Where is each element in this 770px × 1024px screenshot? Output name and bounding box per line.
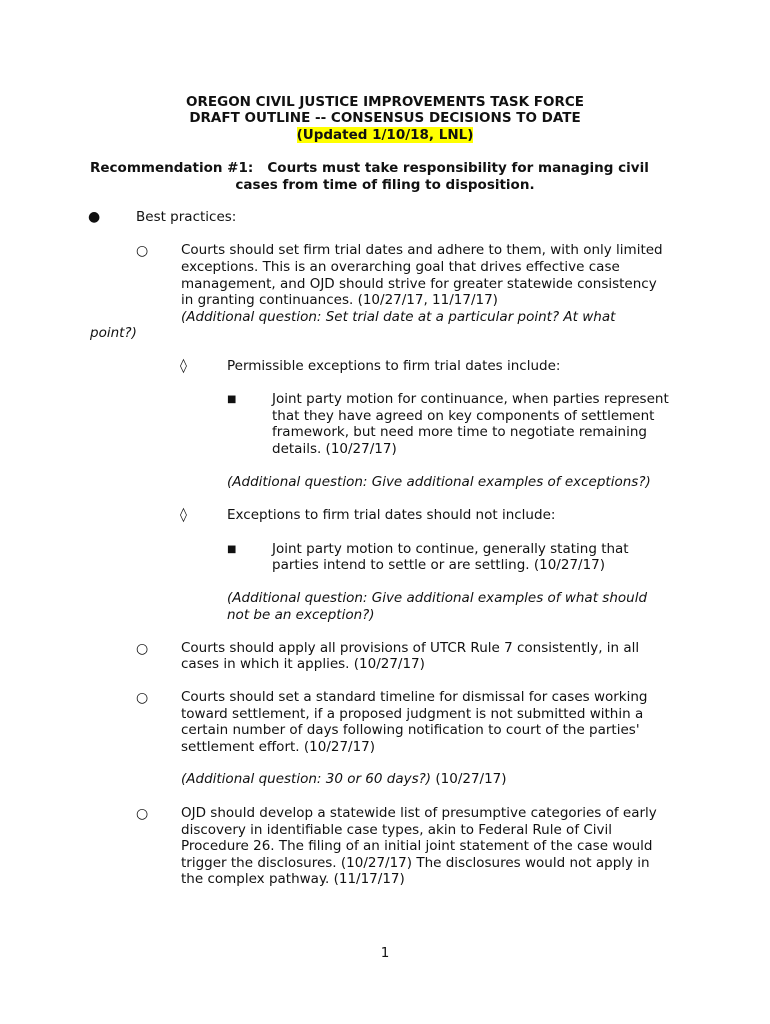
item1-question-2: point?)	[90, 325, 137, 341]
item4-line2: discovery in identifiable case types, akin to Federal Rule of Civil	[181, 822, 613, 838]
item1-question-1: (Additional question: Set trial date at a particular point? At what	[181, 309, 616, 325]
item4-line4: trigger the disclosures. (10/27/17) The disclosures would not apply in	[181, 855, 650, 871]
item1-line1: Courts should set firm trial dates and adhere to them, with only limited	[181, 242, 663, 258]
recommendation-text-2: cases from time of filing to disposition.	[235, 176, 535, 193]
recommendation-text-1: Courts must take responsibility for managing civil	[267, 160, 649, 176]
item3-line1: Courts should set a standard timeline for dismissal for cases working	[181, 689, 648, 705]
doc-updated-line	[0, 127, 770, 144]
item4-line5: the complex pathway. (11/17/17)	[181, 871, 405, 887]
item1-line3: management, and OJD should strive for greater statewide consistency	[181, 276, 657, 292]
item3-line3: certain number of days following notification to court of the parties'	[181, 722, 640, 738]
item1-line2: exceptions. This is an overarching goal that drives effective case	[181, 259, 620, 275]
diamond-icon: ◊	[180, 507, 187, 523]
permissible-sub-line4: details. (10/27/17)	[272, 441, 397, 457]
best-practices-label: Best practices:	[136, 209, 237, 225]
bullet-level2-icon: ○	[136, 243, 149, 259]
bullet-level2-icon: ○	[136, 641, 149, 657]
permissible-sub-line3: framework, but need more time to negotiate remaining	[272, 424, 647, 440]
doc-title-line1: OREGON CIVIL JUSTICE IMPROVEMENTS TASK FORCE	[186, 94, 584, 110]
square-bullet-icon: ■	[227, 544, 237, 555]
item3-line2: toward settlement, if a proposed judgment is not submitted within a	[181, 706, 644, 722]
item2-line2: cases in which it applies. (10/27/17)	[181, 656, 425, 672]
item3-question-italic: (Additional question: 30 or 60 days?)	[181, 771, 432, 787]
not-include-question-2: not be an exception?)	[227, 607, 375, 623]
item3-question-date: (10/27/17)	[431, 771, 507, 787]
permissible-question: (Additional question: Give additional examples of exceptions?)	[227, 474, 651, 490]
item4-line3: Procedure 26. The filing of an initial joint statement of the case would	[181, 838, 653, 854]
bullet-level1-icon: ●	[88, 209, 101, 225]
page-number: 1	[380, 945, 390, 961]
item4-line1: OJD should develop a statewide list of presumptive categories of early	[181, 805, 657, 821]
updated-highlight: (Updated 1/10/18, LNL)	[296, 127, 474, 143]
diamond-icon: ◊	[180, 358, 187, 374]
not-include-question-1: (Additional question: Give additional examples of what should	[227, 590, 648, 606]
doc-title-line2: DRAFT OUTLINE -- CONSENSUS DECISIONS TO DATE	[189, 110, 581, 126]
permissible-sub-line1: Joint party motion for continuance, when parties represent	[272, 391, 669, 407]
not-include-sub-line2: parties intend to settle or are settling. (10/27/17)	[272, 557, 606, 573]
square-bullet-icon: ■	[227, 394, 237, 405]
not-include-sub-line1: Joint party motion to continue, generally stating that	[272, 541, 629, 557]
bullet-level2-icon: ○	[136, 690, 149, 706]
recommendation-heading	[90, 160, 680, 193]
bullet-level2-icon: ○	[136, 806, 149, 822]
permissible-label: Permissible exceptions to firm trial dates include:	[227, 358, 561, 374]
item3-line4: settlement effort. (10/27/17)	[181, 739, 376, 755]
item1-line4: in granting continuances. (10/27/17, 11/17/17)	[181, 292, 498, 308]
item2-line1: Courts should apply all provisions of UTCR Rule 7 consistently, in all	[181, 640, 640, 656]
recommendation-label: Recommendation #1:	[90, 160, 254, 176]
not-include-label: Exceptions to firm trial dates should not include:	[227, 507, 556, 523]
permissible-sub-line2: that they have agreed on key components of settlement	[272, 408, 655, 424]
item3-question	[181, 771, 507, 788]
